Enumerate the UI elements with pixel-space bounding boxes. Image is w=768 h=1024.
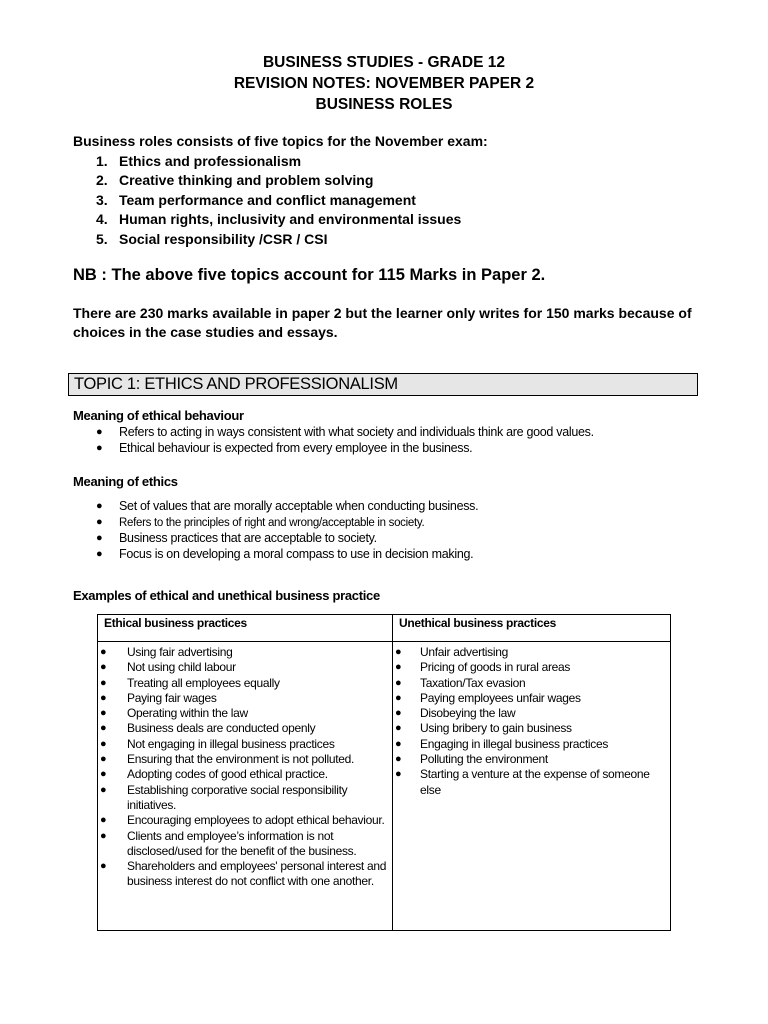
list-item-text: Business practices that are acceptable to society. xyxy=(119,531,377,545)
bullet-icon: ● xyxy=(100,829,107,842)
topic-item xyxy=(96,191,488,211)
list-item xyxy=(100,691,388,706)
unethical-practices-cell xyxy=(393,642,671,931)
bullet-icon: ● xyxy=(96,532,103,544)
bullet-icon: ● xyxy=(395,646,402,658)
list-item-text: Disobeying the law xyxy=(420,706,516,721)
topic-item xyxy=(96,230,488,250)
bullet-icon: ● xyxy=(395,707,402,720)
list-item xyxy=(96,515,478,532)
list-item xyxy=(100,859,388,890)
list-item-text: Refers to acting in ways consistent with what society and individuals think are good values. xyxy=(119,425,594,439)
header-subject: BUSINESS STUDIES - GRADE 12 xyxy=(262,54,506,71)
bullet-icon: ● xyxy=(100,676,107,689)
list-item xyxy=(395,676,666,691)
list-item-text: Operating within the law xyxy=(127,706,248,721)
list-item-text: Ethical behaviour is expected from every employee in the business. xyxy=(119,440,473,455)
list-item xyxy=(100,783,388,814)
unethical-column-header: Unethical business practices xyxy=(393,615,671,642)
list-item-text: Unfair advertising xyxy=(420,645,508,659)
list-item xyxy=(100,645,388,660)
bullet-icon: ● xyxy=(96,547,103,560)
bullet-icon: ● xyxy=(100,646,107,658)
list-item xyxy=(96,499,478,515)
list-item xyxy=(395,645,666,660)
list-item-text: Focus is on developing a moral compass to use in decision making. xyxy=(119,546,474,561)
list-item xyxy=(100,767,388,782)
topic-number: 1. xyxy=(96,152,108,169)
list-item xyxy=(96,547,478,563)
list-item-text: Adopting codes of good ethical practice. xyxy=(127,767,328,782)
topic-list xyxy=(96,152,488,250)
topic-1-title: TOPIC 1: ETHICS AND PROFESSIONALISM xyxy=(68,373,698,396)
bullet-icon: ● xyxy=(395,661,402,674)
list-item-text: Establishing corporative social responsibility initiatives. xyxy=(127,782,348,812)
nb-note: NB : The above five topics account for 115 Marks in Paper 2. xyxy=(73,266,546,284)
header-section: BUSINESS ROLES xyxy=(315,96,453,113)
list-item-text: Treating all employees equally xyxy=(127,675,280,690)
list-item-text: Taxation/Tax evasion xyxy=(420,675,526,690)
bullet-icon: ● xyxy=(96,515,103,528)
list-item-text: Shareholders and employees' personal interest and business interest do not conflict with one another. xyxy=(127,859,387,889)
topic-label: Human rights, inclusivity and environmental issues xyxy=(119,211,462,227)
list-item-text: Polluting the environment xyxy=(420,752,548,767)
examples-heading: Examples of ethical and unethical business practice xyxy=(73,588,380,603)
practices-table xyxy=(97,614,671,931)
bullet-icon: ● xyxy=(96,441,103,454)
ethics-list xyxy=(96,499,478,562)
bullet-icon: ● xyxy=(395,768,402,781)
list-item-text: Paying employees unfair wages xyxy=(420,690,581,705)
bullet-icon: ● xyxy=(100,783,107,796)
list-item-text: Clients and employee’s information is not disclosed/used for the benefit of the business. xyxy=(127,828,357,858)
topic-number: 4. xyxy=(96,211,108,227)
bullet-icon: ● xyxy=(395,737,402,750)
list-item xyxy=(100,721,388,736)
list-item-text: Not engaging in illegal business practices xyxy=(127,736,335,751)
list-item-text: Not using child labour xyxy=(127,660,236,675)
list-item xyxy=(96,531,478,547)
list-item xyxy=(395,660,666,675)
list-item-text: Using fair advertising xyxy=(127,645,233,659)
unethical-practices-list xyxy=(395,645,666,798)
list-item-text: Encouraging employees to adopt ethical behaviour. xyxy=(127,813,385,828)
list-item-text: Business deals are conducted openly xyxy=(127,721,316,736)
bullet-icon: ● xyxy=(100,737,107,750)
topic-label: Team performance and conflict management xyxy=(119,191,416,208)
topic-label: Creative thinking and problem solving xyxy=(119,172,374,188)
bullet-icon: ● xyxy=(100,707,107,720)
bullet-icon: ● xyxy=(100,768,107,781)
list-item xyxy=(100,737,388,752)
list-item-text: Pricing of goods in rural areas xyxy=(420,660,571,675)
bullet-icon: ● xyxy=(100,691,107,704)
intro-lead: Business roles consists of five topics for the November exam: xyxy=(73,133,488,149)
bullet-icon: ● xyxy=(395,722,402,735)
topic-item xyxy=(96,210,488,230)
ethical-practices-cell xyxy=(98,642,393,931)
list-item-text: Using bribery to gain business xyxy=(420,721,572,736)
topic-label: Social responsibility /CSR / CSI xyxy=(119,230,328,247)
marks-note: There are 230 marks available in paper 2 but the learner only writes for 150 marks because of choices in the case studies and essays. xyxy=(73,305,692,340)
ethical-behaviour-heading: Meaning of ethical behaviour xyxy=(73,408,244,423)
list-item xyxy=(100,706,388,721)
ethical-column-header: Ethical business practices xyxy=(98,615,393,642)
bullet-icon: ● xyxy=(395,676,402,689)
list-item xyxy=(395,767,666,798)
bullet-icon: ● xyxy=(395,691,402,704)
topic-number: 3. xyxy=(96,191,108,208)
list-item xyxy=(395,752,666,767)
list-item xyxy=(100,813,388,828)
list-item xyxy=(96,441,594,457)
list-item xyxy=(100,829,388,860)
bullet-icon: ● xyxy=(100,753,107,766)
list-item xyxy=(395,706,666,721)
bullet-icon: ● xyxy=(96,426,103,438)
list-item xyxy=(100,676,388,691)
bullet-icon: ● xyxy=(100,722,107,735)
list-item xyxy=(395,691,666,706)
topic-item xyxy=(96,171,488,191)
list-item-text: Engaging in illegal business practices xyxy=(420,736,609,751)
topic-number: 5. xyxy=(96,230,108,247)
list-item-text: Starting a venture at the expense of someone else xyxy=(420,767,650,797)
list-item xyxy=(395,721,666,736)
header-revision: REVISION NOTES: NOVEMBER PAPER 2 xyxy=(233,75,535,92)
ethics-heading: Meaning of ethics xyxy=(73,474,178,489)
list-item xyxy=(395,737,666,752)
bullet-icon: ● xyxy=(96,500,103,512)
topic-number: 2. xyxy=(96,172,108,188)
bullet-icon: ● xyxy=(100,860,107,873)
topic-item xyxy=(96,152,488,172)
list-item xyxy=(96,425,594,441)
document-header xyxy=(0,52,768,115)
intro-block xyxy=(73,132,488,249)
list-item-text: Paying fair wages xyxy=(127,690,217,705)
ethical-practices-list xyxy=(100,645,388,890)
bullet-icon: ● xyxy=(100,814,107,827)
bullet-icon: ● xyxy=(395,753,402,766)
list-item-text: Ensuring that the environment is not polluted. xyxy=(127,752,355,767)
bullet-icon: ● xyxy=(100,661,107,674)
list-item-text: Refers to the principles of right and wrong/acceptable in society. xyxy=(119,516,425,529)
list-item-text: Set of values that are morally acceptable when conducting business. xyxy=(119,499,479,513)
ethical-behaviour-list xyxy=(96,425,594,456)
list-item xyxy=(100,660,388,675)
list-item xyxy=(100,752,388,767)
topic-label: Ethics and professionalism xyxy=(119,152,302,169)
